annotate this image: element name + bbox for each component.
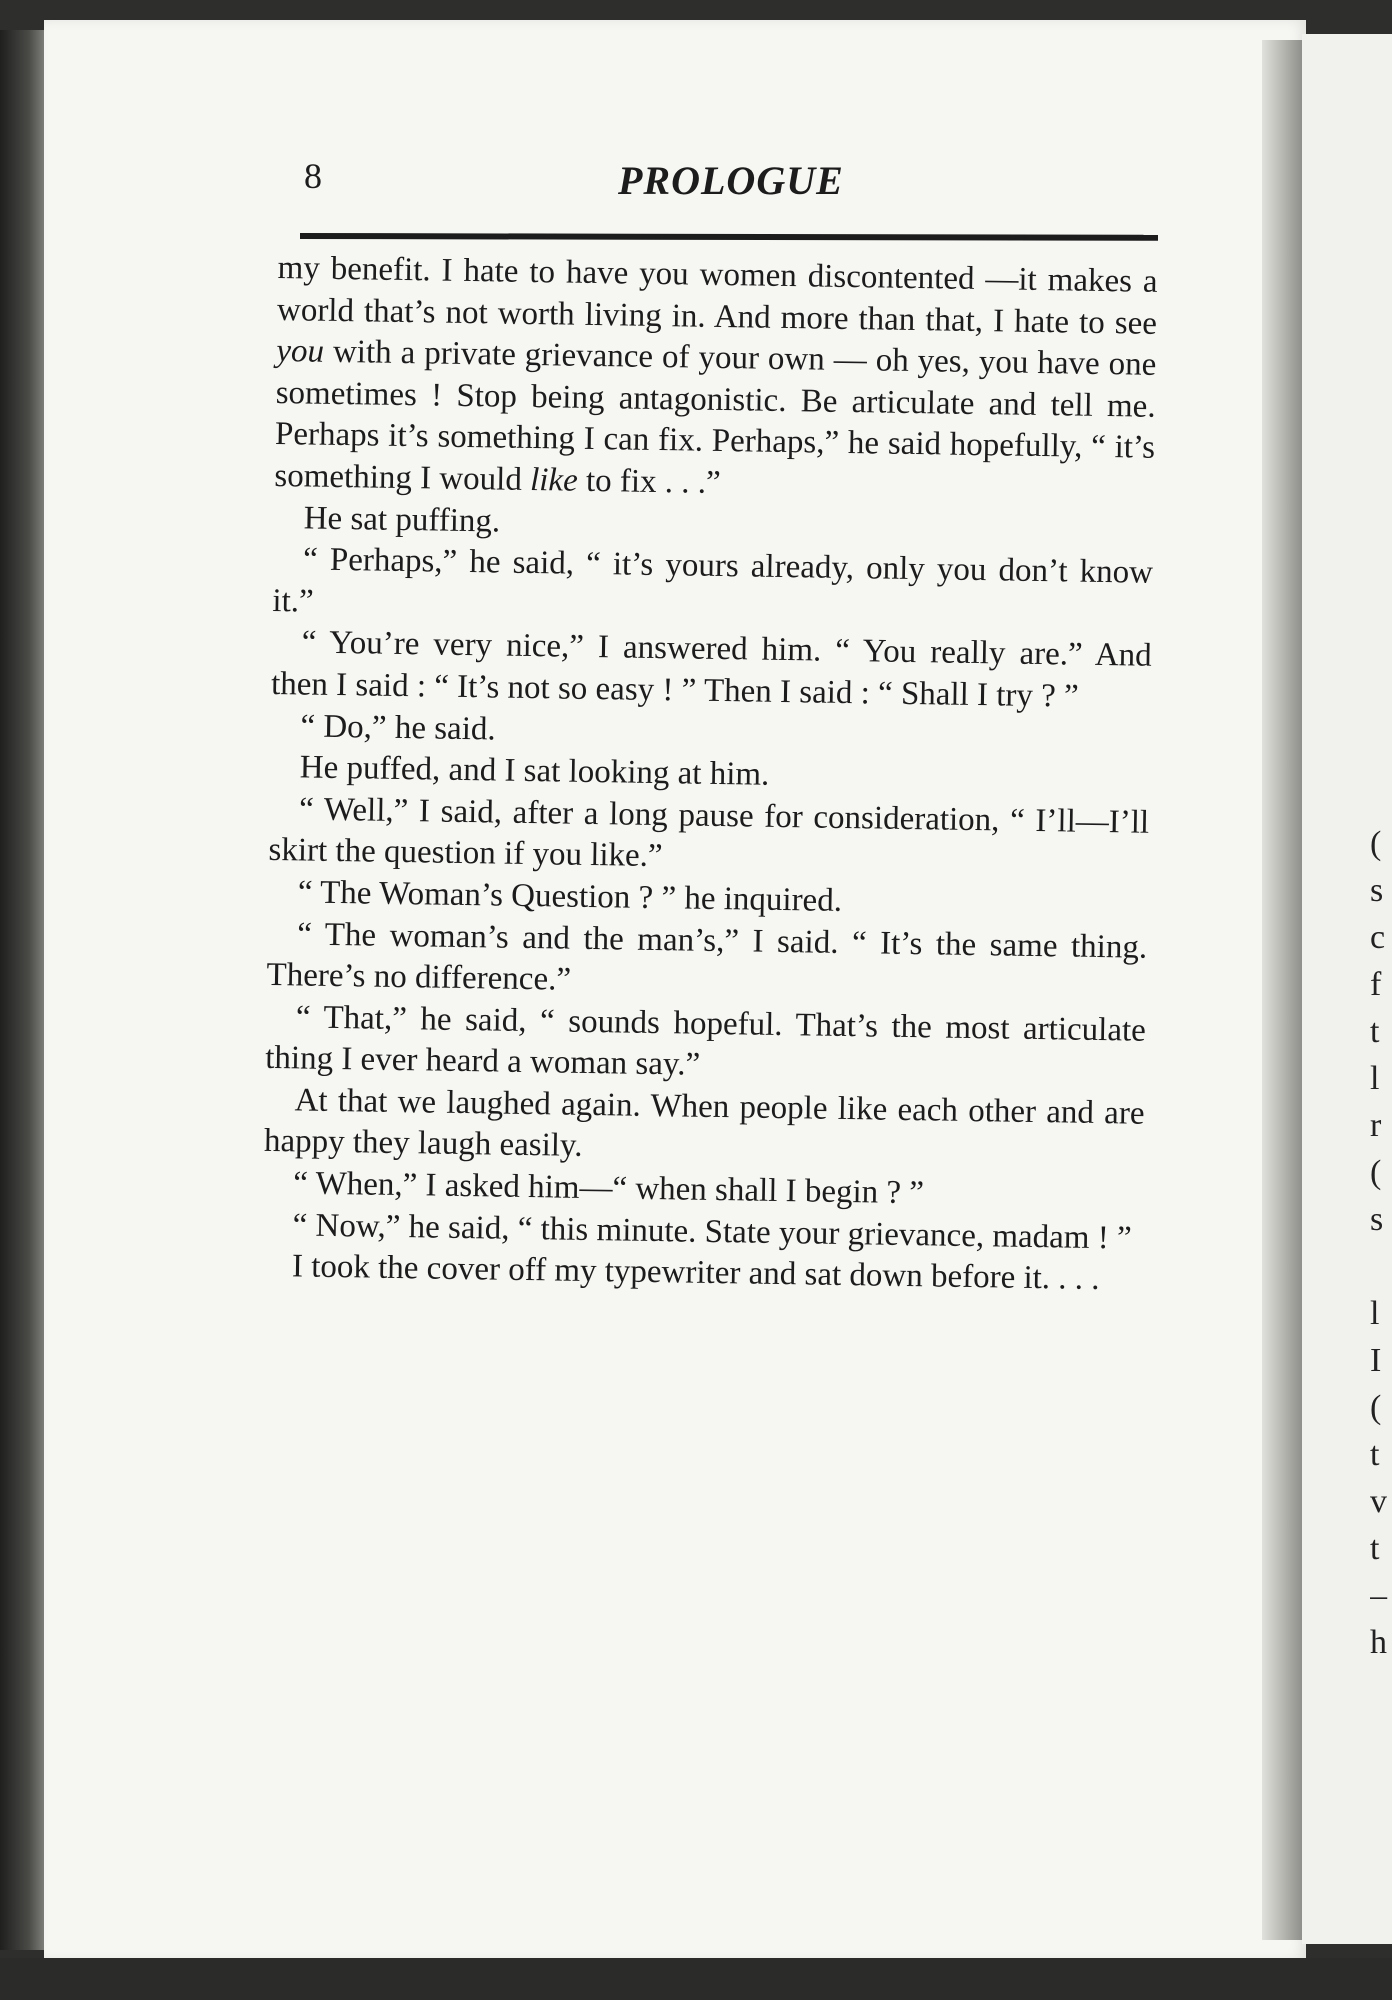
page-title: PROLOGUE: [618, 158, 844, 203]
facing-page-fragment: (: [1370, 825, 1382, 862]
scan-bottom-border: [0, 1958, 1392, 2000]
book-spine-edge: [0, 30, 48, 1950]
paragraph: [271, 622, 1152, 719]
text-run: “ That,” he said, “ sounds hopeful. That’s the most articulate thing I ever heard a woman say.”: [264, 999, 1147, 1084]
facing-page-fragment: c: [1370, 919, 1386, 956]
text-run: “ You’re very nice,” I answered him. “ You really are.” And then I said : “ It’s not so easy ! ” Then I said : “ Shall I try ? ”: [270, 624, 1152, 715]
italic-text: you: [276, 333, 325, 370]
facing-page-fragment: t: [1370, 1013, 1380, 1050]
facing-page-fragment: t: [1370, 1530, 1380, 1567]
facing-page-fragment: s: [1370, 1201, 1384, 1238]
text-run: “ Well,” I said, after a long pause for consideration, “ I’ll—I’ll skirt the question if you like.”: [268, 791, 1150, 875]
facing-page-fragment: (: [1370, 1154, 1382, 1191]
paragraph: [265, 997, 1146, 1094]
paragraph: [268, 789, 1149, 886]
facing-page-fragment: s: [1370, 872, 1384, 909]
facing-page-fragment: v: [1370, 1483, 1387, 1520]
text-run: “ When,” I asked him—“ when shall I begin ? ”: [293, 1165, 925, 1212]
text-run: “ Do,” he said.: [300, 707, 496, 748]
italic-text: like: [529, 461, 579, 499]
facing-page-fragment: –: [1370, 1577, 1387, 1614]
text-run: At that we laughed again. When people like each other and are happy they laugh easily.: [263, 1082, 1145, 1165]
page-gutter-shadow: [1262, 40, 1302, 1940]
facing-page-fragment: [1370, 1243, 1392, 1290]
facing-page-fragment: I: [1370, 1342, 1382, 1379]
text-run: “ The Woman’s Question ? ” he inquired.: [297, 874, 843, 919]
facing-page-fragment: h: [1370, 1624, 1387, 1661]
text-run: my benefit. I hate to have you women discontented —it makes a world that’s not worth living in. And more than that, I hate to see: [276, 249, 1158, 342]
facing-page-text-fragments: [1370, 820, 1392, 1666]
facing-page-fragment: r: [1370, 1107, 1382, 1144]
facing-page-fragment: (: [1370, 1389, 1382, 1426]
text-run: He sat puffing.: [303, 500, 501, 540]
text-run: to fix . . .”: [577, 462, 722, 501]
text-run: I took the cover off my typewriter and sat down before it. . . .: [291, 1248, 1100, 1298]
facing-page-fragment: l: [1370, 1060, 1380, 1097]
paragraph: [264, 1080, 1145, 1177]
facing-page-fragment: l: [1370, 1295, 1380, 1332]
text-run: “ Perhaps,” he said, “ it’s yours already, only you don’t know it.”: [272, 541, 1154, 620]
text-run: with a private grievance of your own — oh yes, you have one sometimes ! Stop being antagonistic. Be articulate and tell me. Perhaps it’s something I can fix. Perhaps,” he said hopefully, “ it’s something I would: [274, 333, 1157, 498]
facing-page-fragment: t: [1370, 1436, 1380, 1473]
page-number: 8: [304, 156, 322, 196]
running-header: [300, 155, 1160, 215]
text-run: “ The woman’s and the man’s,” I said. “ It’s the same thing. There’s no difference.”: [266, 915, 1148, 998]
paragraph: [272, 539, 1153, 636]
text-run: He puffed, and I sat looking at him.: [299, 749, 770, 793]
text-run: “ Now,” he said, “ this minute. State your grievance, madam ! ”: [292, 1207, 1132, 1257]
facing-page-fragment: f: [1370, 966, 1382, 1003]
paragraph: [274, 248, 1158, 511]
body-text: [262, 248, 1158, 1302]
paragraph: [266, 913, 1147, 1010]
